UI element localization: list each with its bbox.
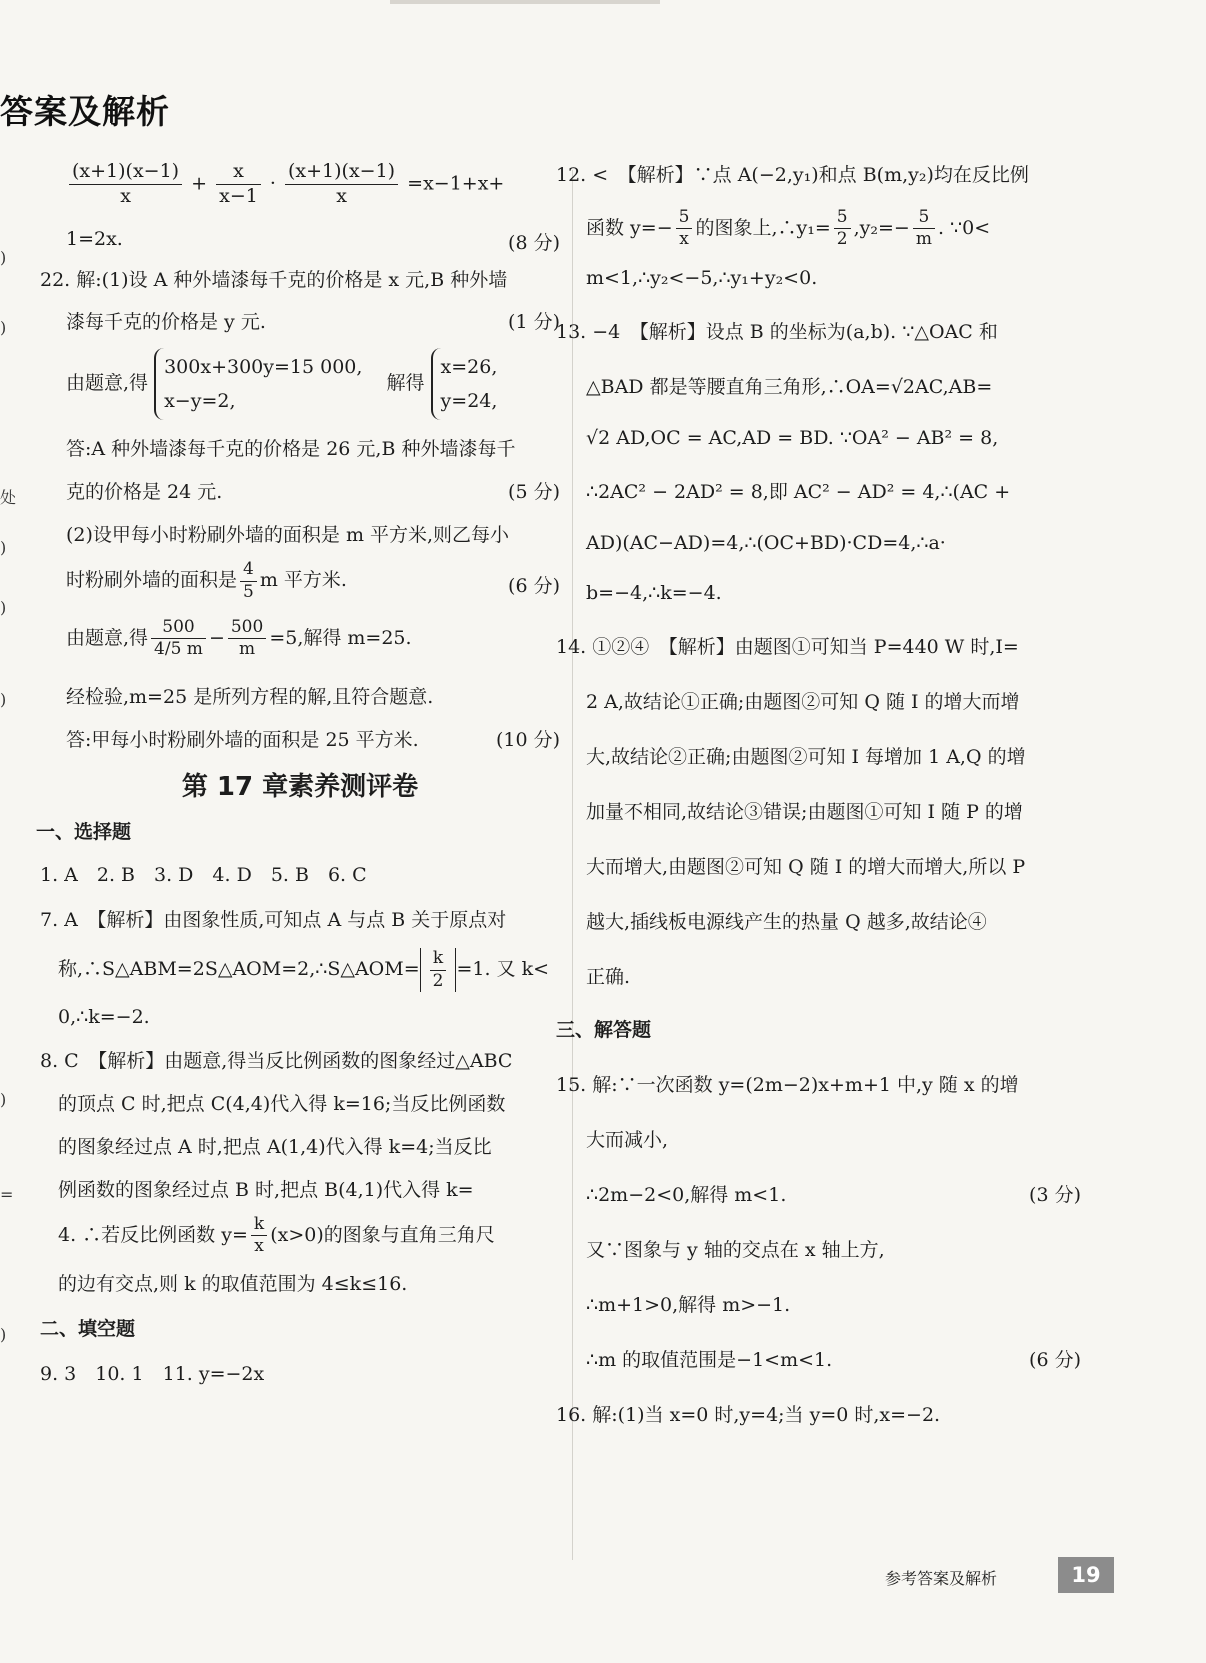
margin-mark: ) [0, 248, 7, 267]
q22-line: 答:A 种外墙漆每千克的价格是 26 元,B 种外墙漆每千 [66, 438, 516, 461]
q15-line: ∴2m−2<0,解得 m<1. (3 分) [586, 1180, 1081, 1207]
q14-line: 正确. [586, 965, 631, 988]
q8-line: 的边有交点,则 k 的取值范围为 4≤k≤16. [58, 1273, 408, 1296]
page-number: 19 [1058, 1557, 1114, 1593]
fraction: $\frac{500}{4/5 m}$ [151, 617, 206, 661]
q22-line: (2)设甲每小时粉刷外墙的面积是 m 平方米,则乙每小 [66, 524, 510, 547]
operator: · [269, 172, 276, 195]
score: (3 分) [1029, 1183, 1081, 1206]
margin-mark: ) [0, 538, 7, 557]
q8-line: 例函数的图象经过点 B 时,把点 B(4,1)代入得 k= [58, 1178, 474, 1201]
q22-line: 经检验,m=25 是所列方程的解,且符合题意. [66, 686, 434, 709]
q15-line: ∴m 的取值范围是−1<m<1. (6 分) [586, 1345, 1081, 1372]
q13-line: ∴2AC² − 2AD² = 8,即 AC² − AD² = 4,∴(AC + [586, 480, 1011, 503]
absolute-value [420, 948, 457, 992]
equation-system: 300x+300y=15 000, x−y=2, [154, 348, 362, 420]
score: (6 分) [1029, 1348, 1081, 1371]
fraction: $\frac{4}{5}$ [240, 559, 257, 603]
q15-line: ∴m+1>0,解得 m>−1. [586, 1293, 791, 1316]
equation-tail: =x−1+x+ [407, 172, 505, 195]
equation-top [66, 160, 560, 216]
page-header-title: 答案及解析 [0, 92, 170, 131]
q14-line: 越大,插线板电源线产生的热量 Q 越多,故结论④ [586, 910, 987, 933]
q8-line: 8. C 【解析】由题意,得当反比例函数的图象经过△ABC [40, 1049, 513, 1072]
margin-mark: ) [0, 318, 7, 337]
q13-line: √2 AD,OC = AC,AD = BD. ∵OA² − AB² = 8, [586, 426, 999, 449]
q8-line: 的图象经过点 A 时,把点 A(1,4)代入得 k=4;当反比 [58, 1135, 492, 1158]
q13-line: 13. −4 【解析】设点 B 的坐标为(a,b). ∵△OAC 和 [556, 320, 998, 343]
score: (5 分) [508, 481, 560, 504]
operator: + [191, 172, 208, 195]
fill-answers: 9. 3 10. 1 11. y=−2x [40, 1363, 265, 1386]
margin-mark: ) [0, 598, 7, 617]
q8-line: 4. ∴若反比例函数 y= $\frac{k}{x}$ (x>0)的图象与直角三角尺 [58, 1213, 495, 1257]
q7-line: 称,∴S△ABM=2S△AOM=2,∴S△AOM= $\frac{k}{2}$ =1. 又 k< [58, 948, 550, 991]
margin-mark: 处 [0, 488, 17, 507]
equation-system: x=26, y=24, [431, 348, 498, 420]
section-heading: 三、解答题 [556, 1018, 652, 1041]
scan-top-edge [390, 0, 660, 4]
q15-line: 大而减小, [586, 1128, 669, 1151]
fraction: $\frac{k}{2}$ [430, 948, 447, 992]
q22-system: 由题意,得 300x+300y=15 000, x−y=2, 解得 x=26, y=24, [66, 348, 560, 420]
q13-line: △BAD 都是等腰直角三角形,∴OA=√2AC,AB= [586, 375, 993, 398]
q8-line: 的顶点 C 时,把点 C(4,4)代入得 k=16;当反比例函数 [58, 1092, 506, 1115]
fraction: $\frac{5}{2}$ [834, 207, 851, 251]
q22-line: 时粉刷外墙的面积是 $\frac{4}{5}$ m 平方米. (6 分) [66, 559, 560, 602]
chapter-title: 第 17 章素养测评卷 [181, 772, 419, 803]
q12-line: 12. < 【解析】∵点 A(−2,y₁)和点 B(m,y₂)均在反比例 [556, 164, 1029, 186]
equation-cont: 1=2x. (8 分) [66, 228, 560, 254]
margin-mark: = [0, 1185, 14, 1204]
q7-line: 0,∴k=−2. [58, 1005, 150, 1028]
q14-line: 大,故结论②正确;由题图②可知 I 每增加 1 A,Q 的增 [586, 745, 1026, 768]
score: (10 分) [495, 729, 560, 752]
q15-line: 15. 解:∵一次函数 y=(2m−2)x+m+1 中,y 随 x 的增 [556, 1073, 1019, 1096]
q13-line: AD)(AC−AD)=4,∴(OC+BD)·CD=4,∴a· [586, 531, 946, 554]
margin-mark: ) [0, 690, 7, 709]
q16-line: 16. 解:(1)当 x=0 时,y=4;当 y=0 时,x=−2. [556, 1403, 941, 1426]
q22-line: 漆每千克的价格是 y 元. (1 分) [66, 307, 560, 334]
q12-line: m<1,∴y₂<−5,∴y₁+y₂<0. [586, 266, 818, 289]
fraction: $\frac{(x+1)(x-1)}{x}$ [285, 160, 398, 209]
section-heading: 二、填空题 [40, 1318, 136, 1341]
fraction: $\frac{x}{x-1}$ [216, 160, 261, 209]
right-column [556, 160, 1081, 1427]
q15-line: 又∵图象与 y 轴的交点在 x 轴上方, [586, 1238, 885, 1261]
q14-line: 加量不相同,故结论③错误;由题图①可知 I 随 P 的增 [586, 800, 1023, 823]
q22-line: 答:甲每小时粉刷外墙的面积是 25 平方米. (10 分) [66, 725, 560, 752]
fraction: $\frac{5}{x}$ [676, 207, 693, 251]
q14-line: 大而增大,由题图②可知 Q 随 I 的增大而增大,所以 P [586, 855, 1026, 878]
left-column [36, 160, 560, 1386]
fraction: $\frac{500}{m}$ [228, 617, 266, 661]
fraction: $\frac{(x+1)(x-1)}{x}$ [69, 160, 182, 209]
footer-label: 参考答案及解析 [885, 1569, 998, 1588]
score: (8 分) [508, 232, 560, 254]
margin-mark: ) [0, 1325, 7, 1344]
q14-line: 2 A,故结论①正确;由题图②可知 Q 随 I 的增大而增 [586, 690, 1020, 713]
margin-mark: ) [0, 1090, 7, 1109]
mc-answers: 1. A 2. B 3. D 4. D 5. B 6. C [40, 864, 367, 887]
q22-line: 克的价格是 24 元. (5 分) [66, 477, 560, 504]
fraction: $\frac{k}{x}$ [251, 1214, 267, 1258]
score: (1 分) [508, 311, 560, 333]
score: (6 分) [508, 575, 560, 598]
section-heading: 一、选择题 [36, 821, 132, 844]
fraction: $\frac{5}{m}$ [913, 207, 935, 251]
q13-line: b=−4,∴k=−4. [586, 581, 722, 604]
q14-line: 14. ①②④ 【解析】由题图①可知当 P=440 W 时,I= [556, 635, 1019, 658]
q7-line: 7. A 【解析】由图象性质,可知点 A 与点 B 关于原点对 [40, 909, 507, 932]
q22-equation: 由题意,得 $\frac{500}{4/5 m}$ − $\frac{500}{m}$ =5,解得 m=25. [66, 616, 412, 660]
q22-line: 22. 解:(1)设 A 种外墙漆每千克的价格是 x 元,B 种外墙 [40, 269, 508, 291]
q12-line: 函数 y=− $\frac{5}{x}$ 的图象上,∴y₁= $\frac{5}{2}$ ,y₂=− $\frac{5}{m}$ . ∵0< [586, 207, 991, 250]
